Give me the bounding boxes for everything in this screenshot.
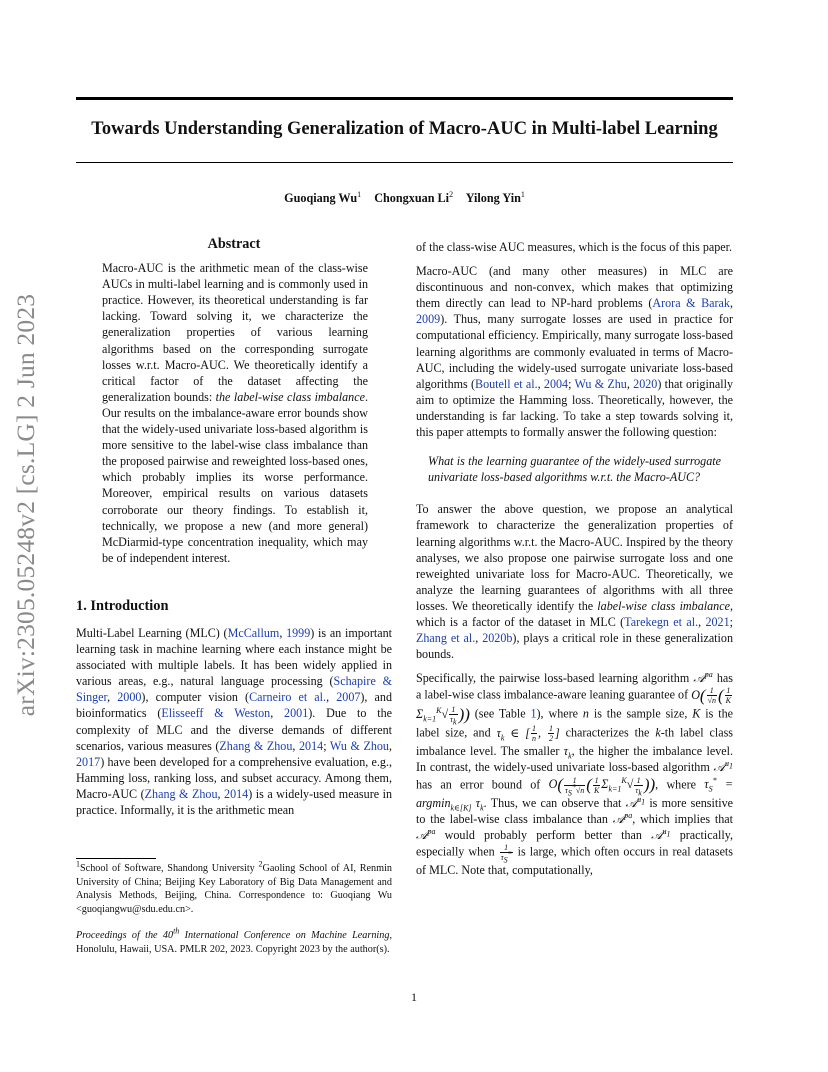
- bound-formula-pairwise: O( $\frac{1}{√n}$ ( $\frac{1}{K}$ $\Sigma_{k=1}^K√$ $\frac{1}{\tau_k}$ )): [416, 685, 731, 727]
- author-name: Yilong Yin: [465, 191, 521, 205]
- section-heading-introduction: 1. Introduction: [76, 597, 169, 614]
- paragraph-approach: To answer the above question, we propose an analytical framework to characterize the generalization properties of learning algorithms w.r.t. the Macro-AUC. Inspired by the theory analyses, we also propose one pairwise surrogate loss and one reweighted univariate loss for Macro-AUC. Theoretically, we analyze the learning guarantees of algorithms with all three losses. We theoretically identify the label-wise class imbalance, which is a factor of the dataset in MLC (Tarekegn et al., 2021; Zhang et al., 2020b), plays a critical role in these generalization bounds.: [416, 502, 734, 662]
- citation-year-link[interactable]: 2020: [633, 376, 658, 391]
- citation-year-link[interactable]: 2000: [117, 690, 142, 705]
- author-name: Guoqiang Wu: [284, 191, 358, 205]
- citation-link[interactable]: Zhang et al.: [416, 631, 476, 646]
- citation-link[interactable]: Zhang & Zhou: [144, 786, 218, 801]
- citation-link[interactable]: Elisseeff & Weston: [161, 706, 271, 721]
- citation-year-link[interactable]: 2017: [76, 754, 101, 769]
- citation-year-link[interactable]: 2009: [416, 312, 441, 327]
- arxiv-identifier-stamp: arXiv:2305.05248v2 [cs.LG] 2 Jun 2023: [11, 293, 40, 717]
- abstract-text: Macro-AUC is the arithmetic mean of the class-wise AUCs in multi-label learning and is commonly used in practice. However, its theoretical understanding is far lacking. Toward solving it, we characterize the generalization properties of various learning algorithms based on the corresponding surrogate losses w.r.t. Macro-AUC. We theoretically identify a critical factor of the dataset affecting the generalization bounds: the label-wise class imbalance. Our results on the imbalance-aware error bounds show that the widely-used univariate loss-based algorithm is more sensitive to the label-wise class imbalance than the proposed pairwise and reweighted loss-based ones, which probably implies its worse performance. Moreover, empirical results on various datasets corroborate our theory findings. To establish it, technically, we propose a new (and more general) McDiarmid-type concentration inequality, which may be of independent interest.: [102, 261, 368, 565]
- author-name: Chongxuan Li: [374, 191, 450, 205]
- citation-link[interactable]: Boutell et al.: [475, 376, 538, 391]
- citation-year-link[interactable]: 2014: [224, 786, 249, 801]
- left-column: [76, 236, 392, 826]
- paragraph-motivation: Macro-AUC (and many other measures) in MLC are discontinuous and non-convex, which makes that optimizing them directly can lead to NP-hard problems (Arora & Barak, 2009). Thus, many surrogate losses are used in practice for computational efficiency. Empirically, many surrogate loss-based learning algorithms are commonly evaluated in terms of Macro-AUC, including the widely-used surrogate univariate loss-based algorithms (Boutell et al., 2004; Wu & Zhu, 2020) that originally aim to optimize the Hamming loss. Theoretically, however, the understanding is far lacking. To take a step towards solving it, this paper attempts to formally answer the following question:: [416, 264, 734, 440]
- citation-link[interactable]: Wu & Zhu: [574, 376, 627, 391]
- author-list: [76, 191, 733, 206]
- citation-year-link[interactable]: 2004: [543, 376, 569, 391]
- bound-formula-univariate: O( $\frac{1}{\tau_S^*√n}$ ( $\frac{1}{K}$ $\Sigma_{k=1}^K√$ $\frac{1}{\tau_k}$ )): [548, 774, 656, 798]
- citation-year-link[interactable]: 2014: [299, 738, 324, 753]
- author-affiliation-mark: 1: [357, 189, 362, 199]
- citation-year-link[interactable]: 2007: [336, 690, 361, 705]
- citation-link[interactable]: Schapire & Singer: [76, 674, 392, 705]
- footnote-rule: [76, 858, 156, 859]
- citation-link[interactable]: McCallum: [227, 625, 280, 640]
- citation-link[interactable]: Wu & Zhou: [329, 738, 389, 753]
- citation-year-link[interactable]: 2021: [705, 614, 730, 629]
- citation-link[interactable]: Tarekegn et al.: [624, 614, 699, 629]
- page-number: 1: [411, 990, 417, 1004]
- abstract-emphasis: the label-wise class imbalance: [215, 389, 365, 404]
- research-question: What is the learning guarantee of the widely-used surrogate univariate loss-based algorithms w.r.t. the Macro-AUC?: [428, 454, 721, 485]
- affiliation-footnote: $^1$School of Software, Shandong University $^2$Gaoling School of AI, Renmin University of China; Beijing Key Laboratory of Big Data Management and Analysis Methods, Beijing, China. Correspondence to: Guoqiang Wu <guoqiangwu@sdu.edu.cn>.: [76, 859, 392, 915]
- citation-year-link[interactable]: 2001: [284, 706, 309, 721]
- introduction-paragraph: Multi-Label Learning (MLC) (McCallum, 1999) is an important learning task in machine learning where each instance might be associated with multiple labels. It has been widely applied in various areas, e.g., natural language processing (Schapire & Singer, 2000), computer vision (Carneiro et al., 2007), and bioinformatics (Elisseeff & Weston, 2001). Due to the complexity of MLC and the diverse demands of different scenarios, various measures (Zhang & Zhou, 2014; Wu & Zhou, 2017) have been developed for a comprehensive evaluation, e.g., Hamming loss, ranking loss, and subset accuracy. Among them, Macro-AUC (Zhang & Zhou, 2014) is a widely-used measure in practice. Informally, it is the arithmetic mean: [76, 625, 393, 817]
- citation-link[interactable]: Arora & Barak: [652, 296, 730, 311]
- paragraph-results: Specifically, the pairwise loss-based learning algorithm 𝒜$^{pa}$ has a label-wise class imbalance-aware leaning guarantee of O( $\frac{1}{√n}$ ( $\frac{1}{K}$ $\Sigma_{k=1}^K√$ $\frac{1}{\tau_k}$ )) (see Table 1), where n is the sample size, K is the label size, and $\tau_k$ ∈ [ $\frac{1}{n}$ , $\frac{1}{2}$ ] characterizes the k-th label class imbalance level. The smaller $\tau_k$, the higher the imbalance level. In contrast, the widely-used univariate loss-based algorithm 𝒜$^{u_1}$ has an error bound of O( $\frac{1}{\tau_S^*√n}$ ( $\frac{1}{K}$ $\Sigma_{k=1}^K√$ $\frac{1}{\tau_k}$ )), where $\tau_S^* = argmin_{k\in[K]}$ $\tau_k$. Thus, we can observe that 𝒜$^{u_1}$ is more sensitive to the label-wise class imbalance than 𝒜$^{pa}$, which implies that 𝒜$^{pa}$ would probably perform better than 𝒜$^{u_1}$ practically, especially when $\frac{1}{\tau_S^*}$ is large, which often occurs in real datasets of MLC. Note that, computationally,: [416, 670, 734, 877]
- right-column: [416, 239, 733, 886]
- title-bottom-rule: [76, 162, 733, 163]
- abstract-heading: Abstract: [207, 236, 261, 252]
- author-affiliation-mark: 1: [520, 189, 525, 199]
- footnotes: [76, 858, 392, 970]
- citation-year-link[interactable]: 2020b: [482, 631, 513, 646]
- paper-title: Towards Understanding Generalization of Macro-AUC in Multi-label Learning: [91, 119, 718, 139]
- author-affiliation-mark: 2: [449, 189, 454, 199]
- citation-link[interactable]: Carneiro et al.: [249, 690, 327, 705]
- citation-link[interactable]: Zhang & Zhou: [219, 738, 293, 753]
- citation-year-link[interactable]: 1999: [286, 625, 311, 640]
- title-top-rule: [76, 97, 733, 100]
- table-reference-link[interactable]: 1: [530, 706, 537, 721]
- paragraph-continuation: of the class-wise AUC measures, which is the focus of this paper.: [416, 240, 733, 254]
- proceedings-note: Proceedings of the 40th International Conference on Machine Learning, Honolulu, Hawaii, USA. PMLR 202, 2023. Copyright 2023 by the author(s).: [76, 926, 392, 955]
